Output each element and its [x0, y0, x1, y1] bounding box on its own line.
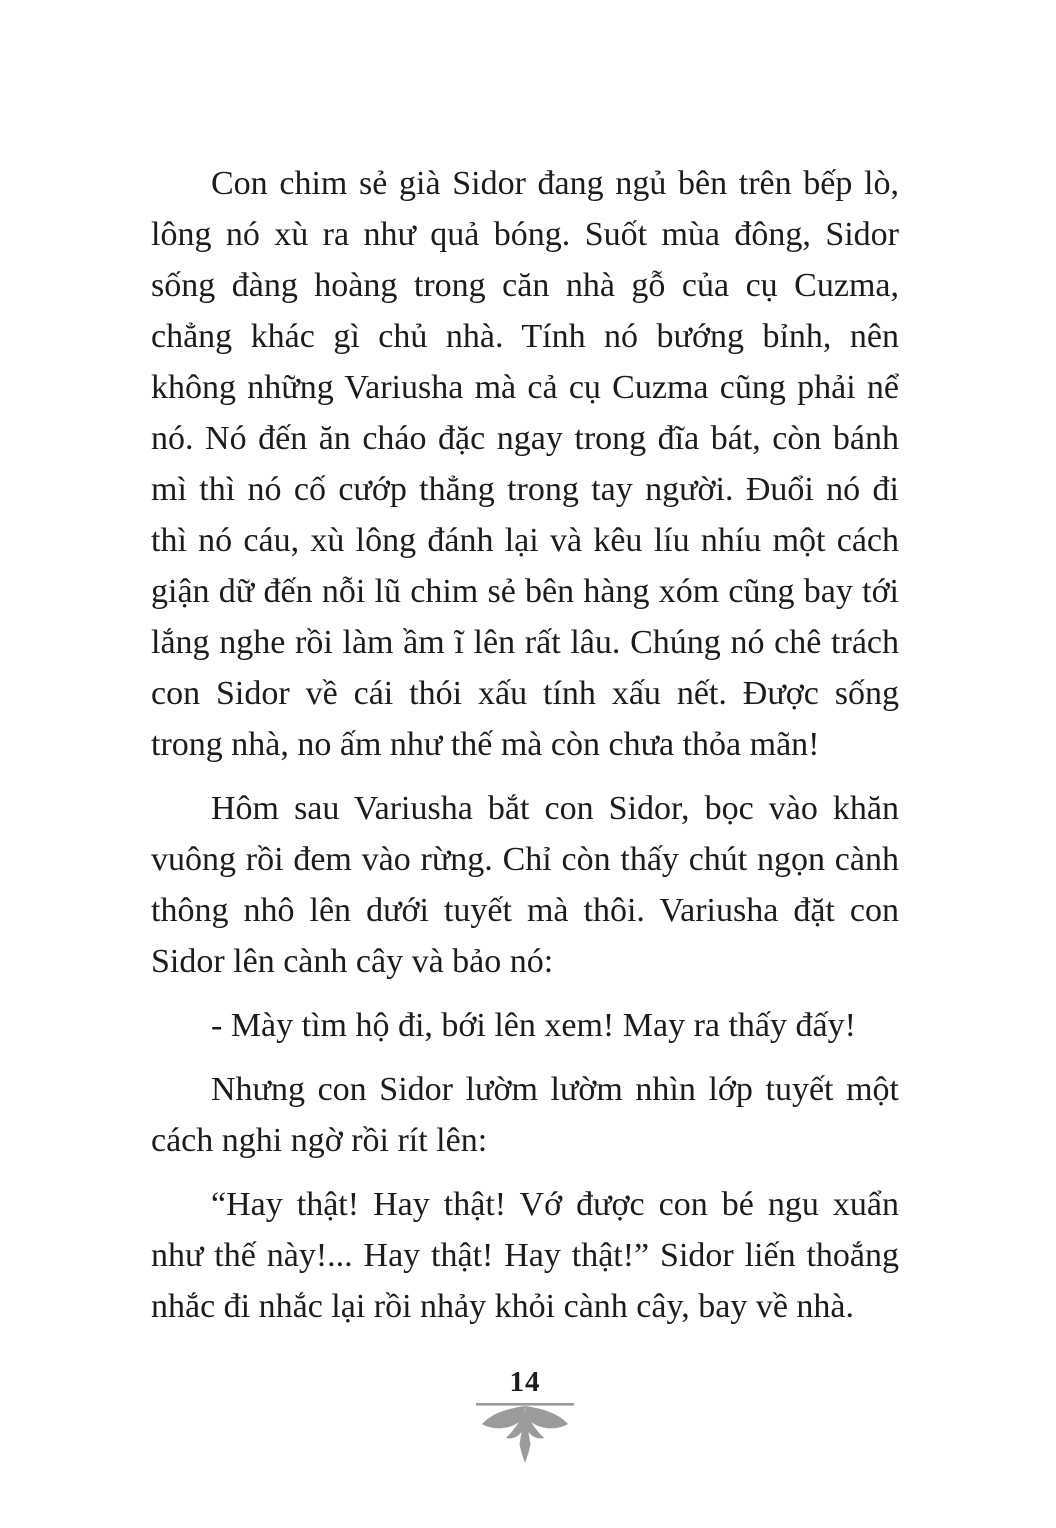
- story-text-block: [151, 158, 899, 1345]
- dialogue-line: - Mày tìm hộ đi, bới lên xem! May ra thấy đấy!: [211, 1007, 856, 1044]
- story-paragraph: Con chim sẻ già Sidor đang ngủ bên trên bếp lò, lông nó xù ra như quả bóng. Suốt mùa đông, Sidor sống đàng hoàng trong căn nhà gỗ của cụ Cuzma, chẳng khác gì chủ nhà. Tính nó bướng bỉnh, nên không những Variusha mà cả cụ Cuzma cũng phải nể nó. Nó đến ăn cháo đặc ngay trong đĩa bát, còn bánh mì thì nó cố cướp thẳng trong tay người. Đuổi nó đi thì nó cáu, xù lông đánh lại và kêu líu nhíu một cách giận dữ đến nỗi lũ chim sẻ bên hàng xóm cũng bay tới lắng nghe rồi làm ầm ĩ lên rất lâu. Chúng nó chê trách con Sidor về cái thói xấu tính xấu nết. Được sống trong nhà, no ấm như thế mà còn chưa thỏa mãn!: [151, 165, 899, 763]
- page-footer: [151, 1368, 899, 1465]
- fleuron-ornament-icon: [475, 1403, 575, 1465]
- story-paragraph: Nhưng con Sidor lườm lườm nhìn lớp tuyết một cách nghi ngờ rồi rít lên:: [151, 1071, 899, 1159]
- story-paragraph: “Hay thật! Hay thật! Vớ được con bé ngu xuẩn như thế này!... Hay thật! Hay thật!” Sidor liến thoắng nhắc đi nhắc lại rồi nhảy khỏi cành cây, bay về nhà.: [151, 1186, 899, 1325]
- story-paragraph: Hôm sau Variusha bắt con Sidor, bọc vào khăn vuông rồi đem vào rừng. Chỉ còn thấy chút ngọn cành thông nhô lên dưới tuyết mà thôi. Variusha đặt con Sidor lên cành cây và bảo nó:: [151, 790, 899, 980]
- page-number: 14: [509, 1366, 541, 1398]
